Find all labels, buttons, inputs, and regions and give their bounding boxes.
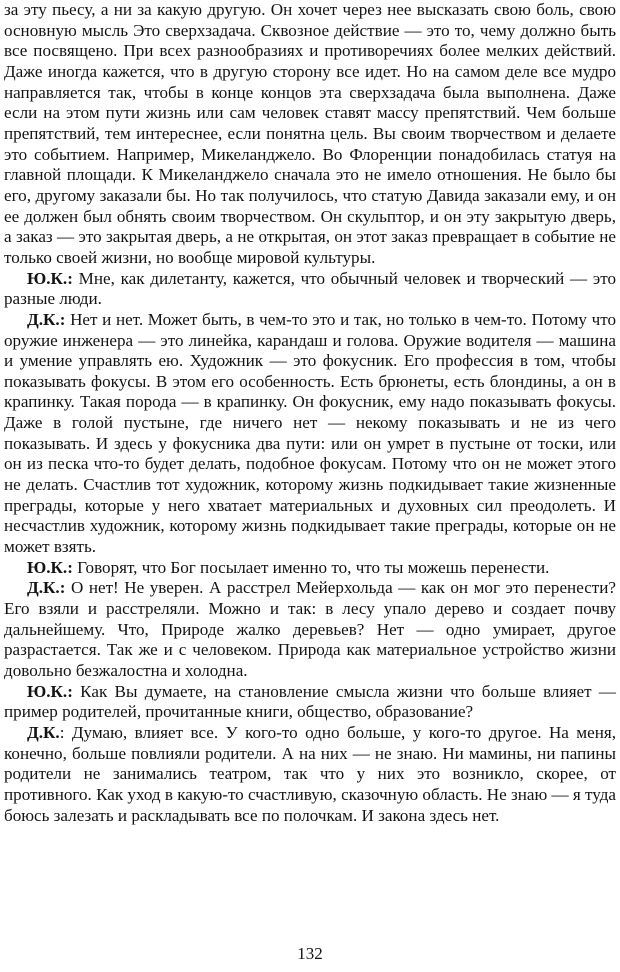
paragraph-5-text: О нет! Не уверен. А расстрел Мейерхольда — как он мог это перенести? Его взяли и расстреляли. Можно и так: в лесу упало дерево и создает почву дальнейшему. Что, Природе жалко деревьев? Нет — одно умирает, другое разрастается. Так же и с человеком. Природа как материальное устройство жизни довольно безжалостна и холодна. [4,578,616,680]
paragraph-6-text: Как Вы думаете, на становление смысла жизни что больше влияет — пример родителей, прочитанные книги, общество, образование? [4,681,616,722]
speaker-label: Ю.К.: [27,268,73,288]
book-page [4,0,616,826]
paragraph-3 [4,310,616,558]
paragraph-7-text: : Думаю, влияет все. У кого-то одно больше, у кого-то другое. На меня, конечно, больше повлияли родители. А на них — не знаю. Ни мамины, ни папины родители не занимались театром, так что у них это возникло, скорее, от противного. Как уход в какую-то счастливую, сказочную область. Не знаю — я туда боюсь залезать и раскладывать все по полочкам. И закона здесь нет. [4,722,616,825]
paragraph-6 [4,682,616,723]
paragraph-4 [4,558,616,579]
speaker-label: Д.К.: [27,309,66,329]
paragraph-5 [4,578,616,681]
speaker-label: Д.К. [27,722,60,742]
paragraph-2-text: Мне, как дилетанту, кажется, что обычный человек и творческий — это разные люди. [4,268,616,309]
paragraph-4-text: Говорят, что Бог посылает именно то, что ты можешь перенести. [72,557,550,577]
paragraph-3-text: Нет и нет. Может быть, в чем-то это и так, но только в чем-то. Потому что оружие инженера — это линейка, карандаш и голова. Оружие водителя — машина и умение управлять ею. Художник — это фокусник. Его профессия в том, чтобы показывать фокусы. В этом его особенность. Есть брюнеты, есть блондины, а он в крапинку. Такая порода — в крапинку. Он фокусник, ему надо показывать фокусы. Даже в голой пустыне, где ничего нет — некому показывать и не из чего показывать. И здесь у фокусника два пути: или он умрет в пустыне от тоски, или он из песка что-то будет делать, подобное фокусам. Потому что он не может этого не делать. Счастлив тот художник, которому жизнь подкидывает такие жизненные преграды, которые у него хватает материальных и духовных сил преодолеть. И несчастлив художник, которому жизнь подкидывает такие преграды, которые он не может взять. [4,309,616,557]
speaker-label: Д.К.: [27,578,66,598]
speaker-label: Ю.К.: [27,557,73,577]
paragraph-1 [4,0,616,269]
speaker-label: Ю.К.: [27,681,73,701]
paragraph-2 [4,269,616,310]
paragraph-7 [4,723,616,826]
paragraph-1-text: за эту пьесу, а ни за какую другую. Он хочет через нее высказать свою боль, свою основную мысль Это сверхзадача. Сквозное действие — это то, чему должно быть все посвящено. При всех разнообразиях и противоречиях более мелких действий. Даже иногда кажется, что в другую сторону все идет. Но на самом деле все мудро направляется так, чтобы в конце концов эта сверхзадача была выполнена. Даже если на этом пути жизнь или сам человек ставят массу препятствий. Чем больше препятствий, тем интереснее, если понятна цель. Вы своим творчеством и делаете это событием. Например, Микеланджело. Во Флоренции понадобилась статуя на главной площади. К Микеланджело сначала это не имело отношения. Не было бы его, другому заказали бы. Но так получилось, что статую Давида заказали ему, и он ее должен был обнять своим творчеством. Он скульптор, и он эту закрытую дверь, а заказ — это закрытая дверь, а не открытая, он этот заказ превращает в событие не только своей жизни, но вообще мировой культуры. [4,0,616,267]
page-number: 132 [297,944,323,963]
